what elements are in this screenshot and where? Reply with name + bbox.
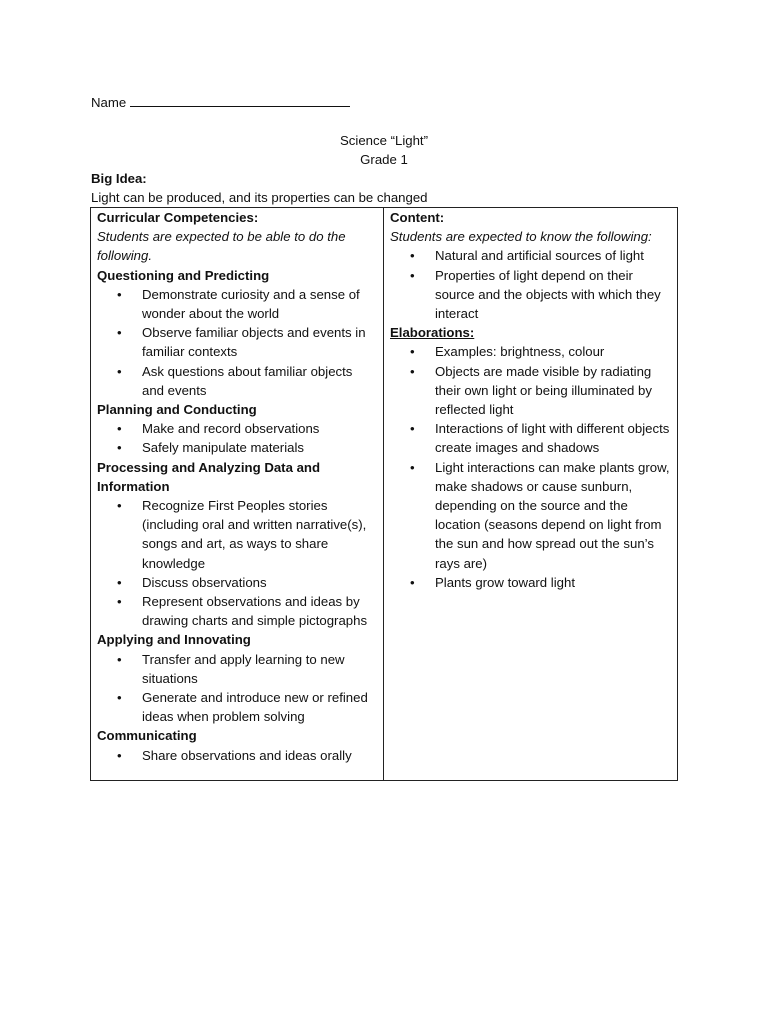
section-title: Processing and Analyzing Data and Information (97, 459, 321, 494)
list-item (390, 266, 671, 324)
bullet-icon: • (117, 325, 122, 341)
list-item-text: Examples: brightness, colour (435, 344, 605, 360)
list-item-text: Generate and introduce new or refined ideas when problem solving (142, 690, 368, 725)
section-title: Applying and Innovating (97, 632, 251, 648)
big-idea (91, 169, 691, 207)
name-blank-field[interactable] (130, 93, 350, 107)
content-list (390, 246, 671, 323)
bullet-icon: • (117, 747, 122, 763)
bullet-icon: • (117, 594, 122, 610)
elaborations-heading: Elaborations: (390, 325, 475, 341)
bullet-icon: • (117, 651, 122, 667)
bullet-icon: • (410, 421, 415, 437)
list-item-text: Recognize First Peoples stories (including oral and written narrative(s), songs and art, as ways to share knowledge (142, 498, 367, 571)
bullet-icon: • (410, 363, 415, 379)
competencies-column (91, 208, 384, 780)
big-idea-label: Big Idea: (91, 171, 147, 186)
section-list (97, 419, 377, 457)
list-item-text: Properties of light depend on their source and the objects with which they interact (435, 267, 661, 322)
curriculum-table (90, 207, 678, 781)
name-line (91, 93, 350, 112)
list-item-text: Objects are made visible by radiating their own light or being illuminated by reflected light (435, 363, 652, 418)
section-title: Communicating (97, 728, 197, 744)
list-item (97, 323, 377, 361)
list-item (97, 650, 377, 688)
list-item-text: Transfer and apply learning to new situations (142, 651, 345, 686)
content-heading: Content: (390, 210, 445, 225)
bullet-icon: • (410, 344, 415, 360)
list-item (97, 438, 377, 457)
list-item-text: Demonstrate curiosity and a sense of wonder about the world (142, 286, 360, 322)
list-item (390, 362, 671, 420)
section-list (97, 285, 377, 400)
list-item (97, 573, 377, 592)
bullet-icon: • (117, 574, 122, 590)
list-item-text: Light interactions can make plants grow, make shadows or cause sunburn, depending on the source and the location (seasons depend on light from the sun and how spread out the sun’s rays are) (435, 459, 670, 571)
bullet-icon: • (117, 363, 122, 379)
bullet-icon: • (117, 498, 122, 514)
section-title: Questioning and Predicting (97, 267, 270, 283)
section-list (97, 496, 377, 630)
list-item-text: Observe familiar objects and events in familiar contexts (142, 325, 366, 360)
section-title: Planning and Conducting (97, 402, 257, 418)
bullet-icon: • (410, 248, 415, 264)
bullet-icon: • (117, 690, 122, 706)
list-item (390, 246, 671, 265)
elaborations-list (390, 342, 671, 592)
page-title: Science “Light” (340, 133, 428, 148)
list-item (97, 362, 377, 400)
list-item (390, 419, 671, 457)
list-item (390, 458, 671, 573)
bullet-icon: • (117, 421, 122, 437)
section-list (97, 650, 377, 727)
list-item (97, 496, 377, 573)
list-item (390, 342, 671, 361)
list-item (390, 573, 671, 592)
list-item-text: Interactions of light with different objects create images and shadows (435, 421, 670, 456)
big-idea-text: Light can be produced, and its properties can be changed (91, 190, 428, 206)
section-list (97, 746, 377, 765)
list-item-text: Make and record observations (142, 421, 320, 437)
bullet-icon: • (117, 440, 122, 456)
list-item-text: Plants grow toward light (435, 574, 576, 590)
list-item-text: Natural and artificial sources of light (435, 248, 644, 264)
bullet-icon: • (410, 459, 415, 475)
bullet-icon: • (410, 574, 415, 590)
list-item (97, 688, 377, 726)
list-item-text: Safely manipulate materials (142, 440, 304, 456)
content-column (384, 208, 677, 780)
competencies-heading: Curricular Competencies: (97, 210, 259, 225)
name-label: Name (91, 95, 127, 110)
list-item-text: Ask questions about familiar objects and events (142, 363, 353, 398)
list-item (97, 285, 377, 323)
grade-label: Grade 1 (360, 152, 408, 168)
competencies-intro: Students are expected to be able to do the following. (97, 229, 346, 264)
bullet-icon: • (410, 267, 415, 283)
bullet-icon: • (117, 286, 122, 302)
list-item-text: Discuss observations (142, 574, 267, 590)
list-item (97, 592, 377, 630)
list-item (97, 746, 377, 765)
list-item-text: Represent observations and ideas by drawing charts and simple pictographs (142, 594, 368, 629)
list-item-text: Share observations and ideas orally (142, 747, 352, 763)
list-item (97, 419, 377, 438)
title-block (0, 131, 768, 169)
content-intro: Students are expected to know the following: (390, 229, 652, 245)
